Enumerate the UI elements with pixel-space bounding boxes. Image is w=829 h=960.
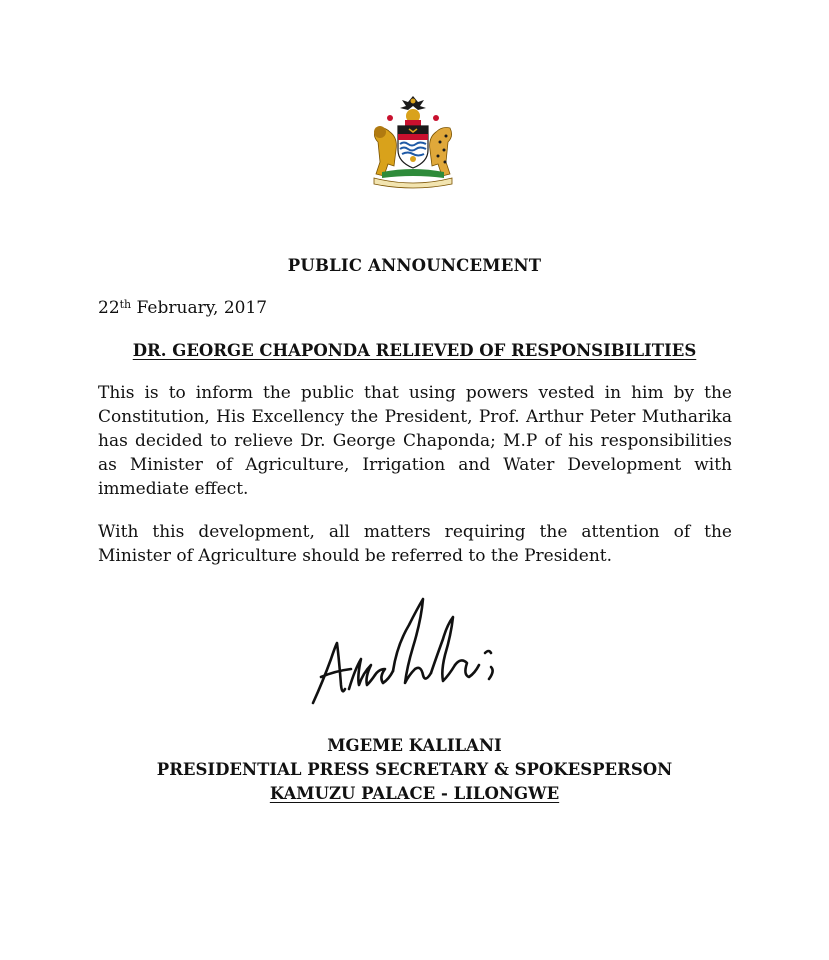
body-paragraph-1: This is to inform the public that using powers vested in him by the Constitution, His Excellency the President, Prof. Arthur Peter Mutharika has decided to relieve Dr. George Chaponda; M.P of his responsibilities as Minister of Agriculture, Irrigation and Water Development with immediate effect.: [98, 383, 732, 499]
signatory-office: KAMUZU PALACE - LILONGWE: [269, 784, 560, 803]
body-paragraph-2: With this development, all matters requiring the attention of the Minister of Agriculture should be referred to the President.: [98, 522, 732, 566]
date-suffix: th: [119, 298, 132, 311]
coat-of-arms-icon: [362, 92, 464, 192]
announcement-date: [98, 298, 267, 318]
announcement-headline: DR. GEORGE CHAPONDA RELIEVED OF RESPONSIBILITIES: [132, 341, 697, 360]
signatory-position: PRESIDENTIAL PRESS SECRETARY & SPOKESPERSON: [156, 760, 673, 779]
signature-block: [0, 734, 829, 806]
date-day: 22: [98, 298, 120, 318]
date-rest: February, 2017: [131, 298, 268, 318]
signatory-name: MGEME KALILANI: [327, 736, 502, 755]
announcement-title: PUBLIC ANNOUNCEMENT: [287, 256, 542, 275]
handwritten-signature-icon: [305, 585, 515, 715]
